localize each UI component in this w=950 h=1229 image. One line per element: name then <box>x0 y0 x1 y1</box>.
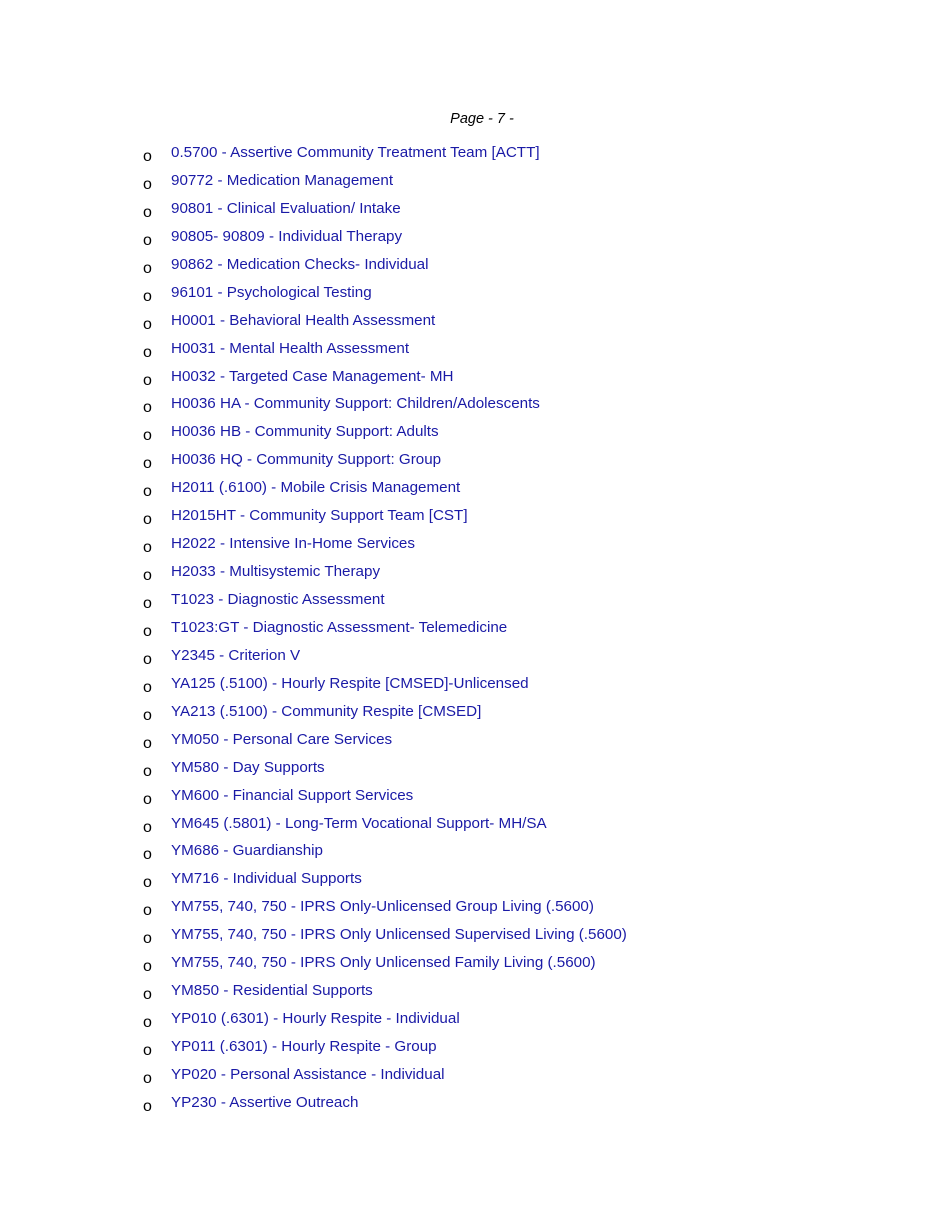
bullet-icon: o <box>143 483 152 501</box>
bullet-icon: o <box>143 427 152 445</box>
service-link[interactable]: YA213 (.5100) - Community Respite [CMSED] <box>171 702 482 720</box>
service-link[interactable]: 96101 - Psychological Testing <box>171 283 372 301</box>
service-link[interactable]: H2011 (.6100) - Mobile Crisis Management <box>171 479 461 497</box>
service-link[interactable]: H2033 - Multisystemic Therapy <box>171 563 381 581</box>
service-link[interactable]: YM755, 740, 750 - IPRS Only Unlicensed Family Living (.5600) <box>171 954 596 972</box>
service-link[interactable]: YP011 (.6301) - Hourly Respite - Group <box>171 1038 437 1055</box>
service-link[interactable]: H2022 - Intensive In-Home Services <box>171 535 415 553</box>
service-link[interactable]: YM686 - Guardianship <box>171 842 323 860</box>
bullet-icon: o <box>143 203 152 221</box>
bullet-icon: o <box>143 287 152 305</box>
bullet-icon: o <box>143 1097 152 1115</box>
service-link[interactable]: H0001 - Behavioral Health Assessment <box>171 311 436 329</box>
service-link[interactable]: YM755, 740, 750 - IPRS Only-Unlicensed Group Living (.5600) <box>171 898 594 916</box>
service-link[interactable]: H0031 - Mental Health Assessment <box>171 339 410 357</box>
bullet-icon: o <box>143 902 152 920</box>
service-link[interactable]: H0036 HQ - Community Support: Group <box>171 451 442 469</box>
bullet-icon: o <box>143 567 152 585</box>
bullet-icon: o <box>143 930 152 948</box>
service-link[interactable]: H0036 HB - Community Support: Adults <box>171 423 439 441</box>
bullet-icon: o <box>143 511 152 529</box>
service-link[interactable]: YP010 (.6301) - Hourly Respite - Individual <box>171 1010 460 1028</box>
service-link[interactable]: 90862 - Medication Checks- Individual <box>171 255 429 273</box>
bullet-icon: o <box>143 734 152 752</box>
bullet-icon: o <box>143 846 152 864</box>
service-link[interactable]: YP230 - Assertive Outreach <box>171 1093 359 1111</box>
bullet-icon: o <box>143 706 152 724</box>
service-link[interactable]: YM645 (.5801) - Long-Term Vocational Support- MH/SA <box>171 814 547 832</box>
service-link[interactable]: Y2345 - Criterion V <box>171 646 301 664</box>
bullet-icon: o <box>143 315 152 333</box>
bullet-icon: o <box>143 399 152 417</box>
service-link[interactable]: T1023 - Diagnostic Assessment <box>171 591 385 608</box>
bullet-icon: o <box>143 231 152 249</box>
bullet-icon: o <box>143 455 152 473</box>
bullet-icon: o <box>143 790 152 808</box>
bullet-icon: o <box>143 650 152 668</box>
service-link[interactable]: YM580 - Day Supports <box>171 758 325 776</box>
bullet-icon: o <box>143 148 152 165</box>
service-link[interactable]: YM050 - Personal Care Services <box>171 730 393 748</box>
bullet-icon: o <box>143 539 152 557</box>
bullet-icon: o <box>143 818 152 836</box>
service-link[interactable]: YM600 - Financial Support Services <box>171 786 414 804</box>
service-link[interactable]: H2015HT - Community Support Team [CST] <box>171 507 468 525</box>
bullet-icon: o <box>143 1014 152 1032</box>
bullet-icon: o <box>143 595 152 612</box>
bullet-icon: o <box>143 874 152 892</box>
service-link[interactable]: 90801 - Clinical Evaluation/ Intake <box>171 199 401 217</box>
bullet-icon: o <box>143 259 152 277</box>
service-link[interactable]: 90805- 90809 - Individual Therapy <box>171 227 403 245</box>
bullet-icon: o <box>143 1069 152 1087</box>
service-link[interactable]: YP020 - Personal Assistance - Individual <box>171 1065 445 1083</box>
bullet-icon: o <box>143 1042 152 1059</box>
service-link[interactable]: T1023:GT - Diagnostic Assessment- Telemedicine <box>171 618 508 636</box>
bullet-icon: o <box>143 343 152 361</box>
page-number-header: Page - 7 - <box>450 111 514 127</box>
service-link[interactable]: YA125 (.5100) - Hourly Respite [CMSED]-Unlicensed <box>171 674 529 692</box>
service-link[interactable]: 90772 - Medication Management <box>171 171 394 189</box>
bullet-icon: o <box>143 175 152 193</box>
service-link[interactable]: H0032 - Targeted Case Management- MH <box>171 367 454 385</box>
bullet-icon: o <box>143 986 152 1004</box>
bullet-icon: o <box>143 371 152 389</box>
service-link[interactable]: H0036 HA - Community Support: Children/Adolescents <box>171 395 540 413</box>
bullet-icon: o <box>143 762 152 780</box>
service-link[interactable]: 0.5700 - Assertive Community Treatment Team [ACTT] <box>171 144 540 161</box>
bullet-icon: o <box>143 622 152 640</box>
bullet-icon: o <box>143 958 152 976</box>
bullet-icon: o <box>143 678 152 696</box>
service-link[interactable]: YM850 - Residential Supports <box>171 982 373 1000</box>
service-link[interactable]: YM755, 740, 750 - IPRS Only Unlicensed Supervised Living (.5600) <box>171 926 627 944</box>
service-link[interactable]: YM716 - Individual Supports <box>171 870 362 888</box>
